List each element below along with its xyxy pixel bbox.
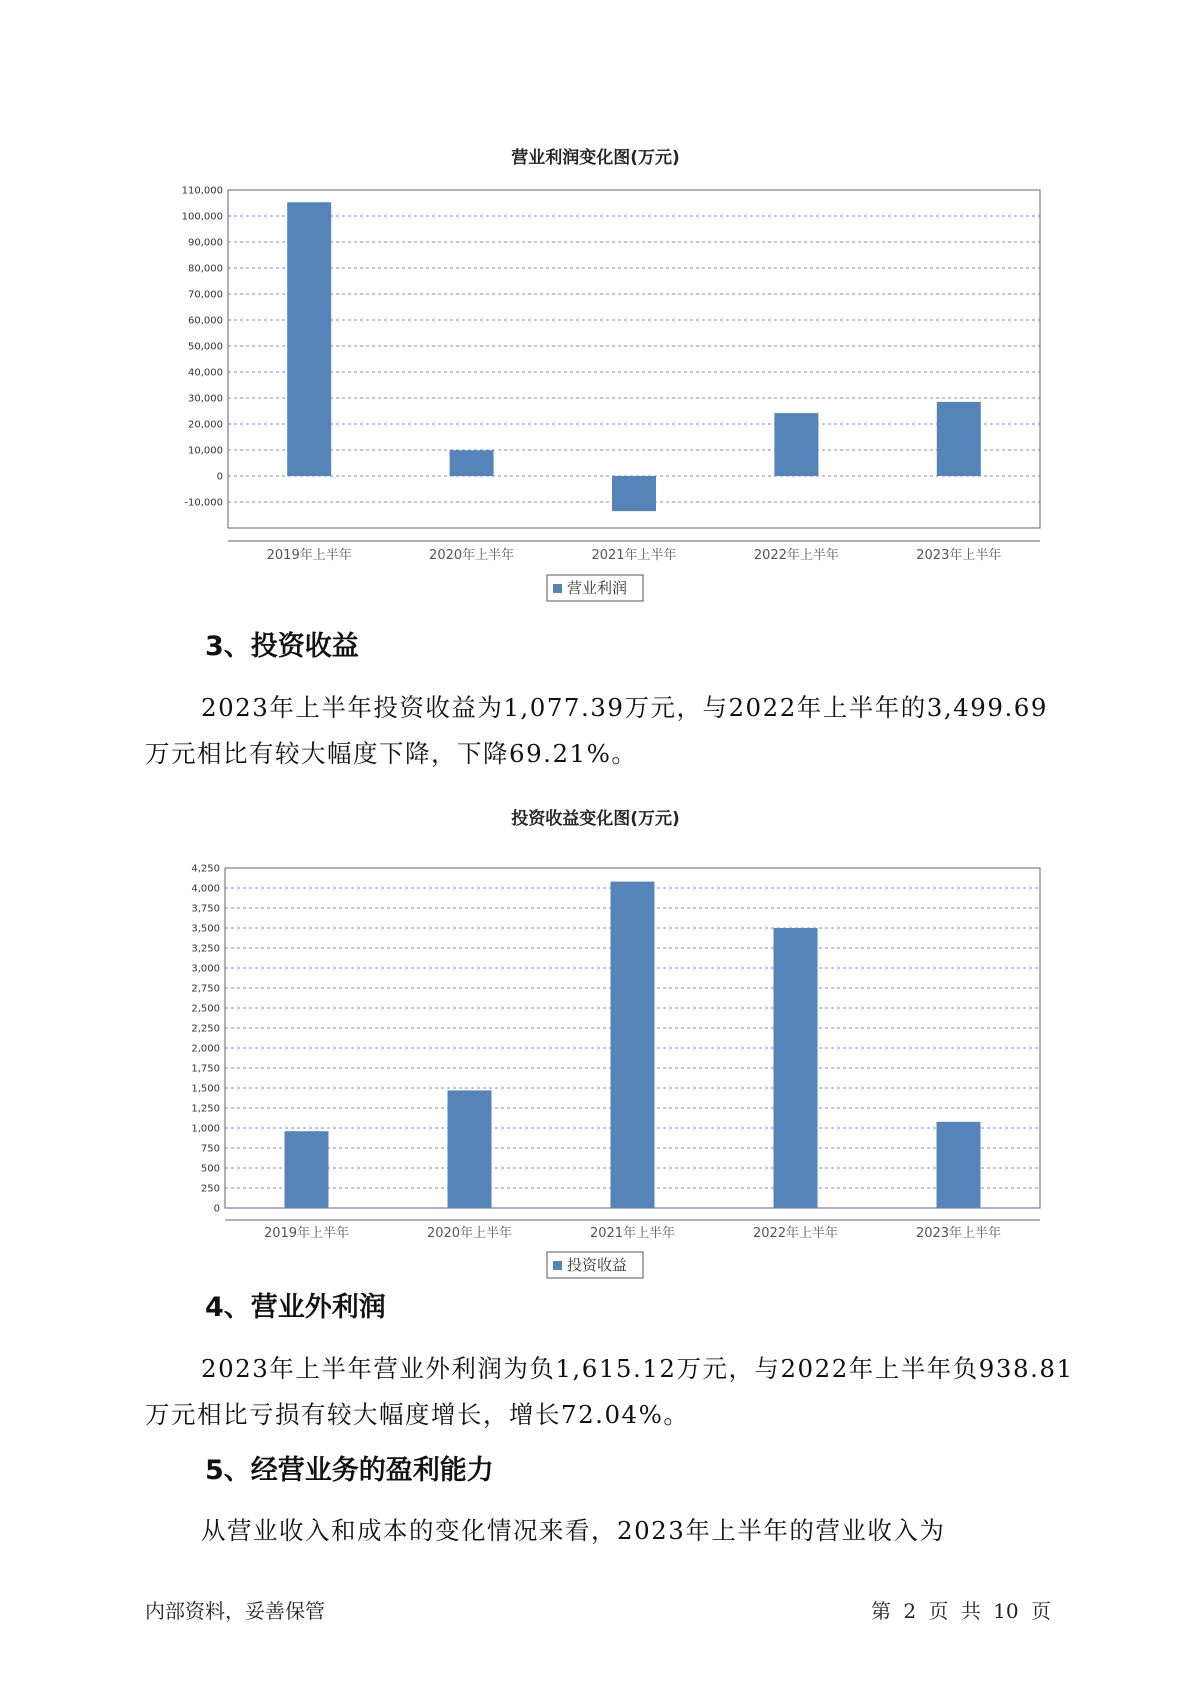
paragraph-profitability-line1: 从营业收入和成本的变化情况来看，2023年上半年的营业收入为	[201, 1516, 946, 1545]
bar	[450, 450, 494, 476]
footer-page-number: 第 2 页 共 10 页	[871, 1599, 1051, 1623]
x-category-label: 2022年上半年	[753, 548, 839, 563]
bar	[612, 476, 656, 511]
operating-profit-chart	[0, 170, 1191, 597]
x-category-label: 2021年上半年	[589, 1226, 676, 1241]
y-tick-label: 2,500	[191, 1003, 220, 1015]
investment-income-chart	[0, 832, 1191, 1274]
y-tick-label: 500	[200, 1163, 220, 1175]
bar	[774, 413, 818, 476]
y-tick-label: 2,000	[191, 1043, 220, 1055]
y-tick-label: 2,750	[191, 983, 220, 995]
y-tick-label: 2,250	[191, 1023, 220, 1035]
legend-label: 投资收益	[567, 1256, 628, 1274]
section-heading-investment-income: 3、投资收益	[205, 631, 359, 662]
y-tick-label: 50,000	[188, 341, 223, 353]
y-tick-label: 1,000	[191, 1123, 220, 1135]
paragraph-non-operating-profit-line1: 2023年上半年营业外利润为负1,615.12万元，与2022年上半年负938.81	[201, 1354, 1074, 1383]
y-tick-label: 110,000	[181, 185, 223, 197]
y-tick-label: 10,000	[188, 445, 223, 457]
y-tick-label: -10,000	[184, 497, 223, 509]
y-tick-label: 1,750	[191, 1063, 220, 1075]
x-category-label: 2023年上半年	[915, 1226, 1002, 1241]
x-category-label: 2020年上半年	[426, 1226, 513, 1241]
y-tick-label: 20,000	[188, 419, 223, 431]
legend-swatch	[553, 1261, 562, 1270]
footer-confidential-note: 内部资料，妥善保管	[145, 1599, 325, 1623]
y-tick-label: 4,000	[191, 883, 220, 895]
y-tick-label: 100,000	[181, 211, 223, 223]
y-tick-label: 750	[200, 1143, 220, 1155]
y-tick-label: 1,250	[191, 1103, 220, 1115]
section-heading-non-operating-profit: 4、营业外利润	[205, 1292, 386, 1323]
legend-label: 营业利润	[567, 579, 628, 597]
bar	[937, 402, 981, 476]
bar	[285, 1131, 329, 1208]
y-tick-label: 60,000	[188, 315, 223, 327]
paragraph-investment-income-line2: 万元相比有较大幅度下降，下降69.21%。	[145, 739, 638, 768]
x-category-label: 2019年上半年	[263, 1226, 350, 1241]
x-category-label: 2022年上半年	[752, 1226, 839, 1241]
y-tick-label: 0	[213, 1203, 220, 1215]
paragraph-investment-income-line1: 2023年上半年投资收益为1,077.39万元，与2022年上半年的3,499.69	[201, 693, 1048, 722]
y-tick-label: 70,000	[188, 289, 223, 301]
legend-swatch	[553, 584, 562, 593]
y-tick-label: 3,750	[191, 903, 220, 915]
section-heading-profitability: 5、经营业务的盈利能力	[205, 1455, 494, 1486]
y-tick-label: 3,000	[191, 963, 220, 975]
y-tick-label: 3,500	[191, 923, 220, 935]
y-tick-label: 80,000	[188, 263, 223, 275]
x-category-label: 2021年上半年	[591, 548, 677, 563]
bar	[774, 928, 818, 1208]
y-tick-label: 1,500	[191, 1083, 220, 1095]
y-tick-label: 30,000	[188, 393, 223, 405]
chart-title-operating-profit: 营业利润变化图(万元)	[511, 148, 680, 168]
x-category-label: 2020年上半年	[429, 548, 515, 563]
paragraph-non-operating-profit-line2: 万元相比亏损有较大幅度增长，增长72.04%。	[145, 1400, 690, 1429]
y-tick-label: 4,250	[191, 863, 220, 875]
y-tick-label: 3,250	[191, 943, 220, 955]
bar	[611, 882, 655, 1208]
y-tick-label: 0	[216, 471, 223, 483]
bar	[937, 1122, 981, 1208]
x-category-label: 2023年上半年	[916, 548, 1002, 563]
chart-title-investment-income: 投资收益变化图(万元)	[511, 809, 680, 829]
y-tick-label: 40,000	[188, 367, 223, 379]
x-category-label: 2019年上半年	[266, 548, 352, 563]
y-tick-label: 250	[200, 1183, 220, 1195]
bar	[448, 1090, 492, 1208]
bar	[287, 202, 331, 476]
y-tick-label: 90,000	[188, 237, 223, 249]
